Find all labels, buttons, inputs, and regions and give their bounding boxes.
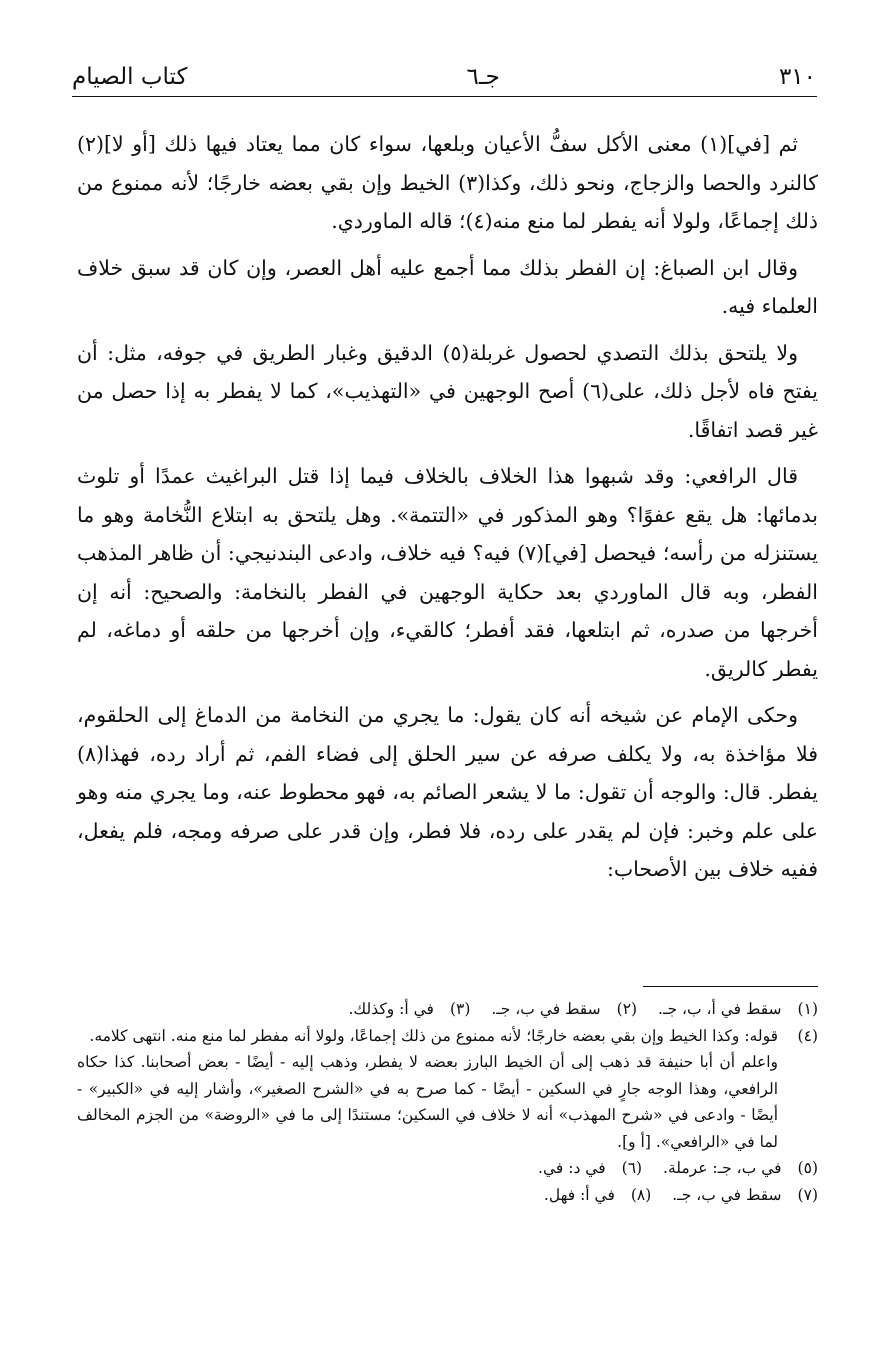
paragraph: ولا يلتحق بذلك التصدي لحصول غربلة(٥) الدقيق وغبار الطريق في جوفه، مثل: أن يفتح فاه لأجل ذلك، على(٦) أصح الوجهين في «التهذيب»، كما لا يفطر به إذا حصل من غير قصد اتفاقًا. <box>77 340 818 442</box>
footnote-number: (٨) <box>630 1185 652 1204</box>
book-title: كتاب الصيام <box>72 64 188 90</box>
running-header <box>72 56 816 92</box>
main-text <box>77 125 818 897</box>
footnote-text: في أ: وكذلك. <box>348 1000 434 1018</box>
footnote-number: (١) <box>797 1000 818 1018</box>
page-number: ٣١٠ <box>778 64 816 90</box>
header-divider <box>72 96 817 97</box>
volume-label: جـ٦ <box>466 64 500 90</box>
footnote-line <box>77 996 818 1023</box>
footnote-number: (٣) <box>449 1000 471 1018</box>
footnote-number: (٦) <box>621 1159 643 1177</box>
footnote-text: قوله: وكذا الخيط وإن بقي بعضه خارجًا؛ لأنه ممنوع من ذلك إجماعًا، ولولا أنه مفطر لما منع منه. انتهى كلامه. <box>89 1026 778 1045</box>
paragraph: وقال ابن الصباغ: إن الفطر بذلك مما أجمع عليه أهل العصر، وإن كان قد سبق خلاف العلماء فيه. <box>77 255 818 318</box>
footnote-text: سقط في أ، ب، جـ. <box>658 1000 782 1018</box>
footnote-divider <box>643 986 818 987</box>
paragraph: قال الرافعي: وقد شبهوا هذا الخلاف بالخلاف فيما إذا قتل البراغيث عمدًا أو تلوث بدمائها: هل يقع عفوًا؟ وهو المذكور في «التتمة». وهل يلتحق به ابتلاع النُّخامة وهو ما يستنزله من رأسه؛ فيحصل [في](٧) فيه؟ فيه خلاف، وادعى البندنيجي: أن ظاهر المذهب الفطر، وبه قال الماوردي بعد حكاية الوجهين في الفطر بالنخامة: والصحيح: أنه إن أخرجها من صدره، ثم ابتلعها، فقد أفطر؛ كالقيء، وإن أخرجها من حلقه أو دماغه، لم يفطر كالريق. <box>77 464 818 681</box>
footnote-number: (٥) <box>797 1159 818 1177</box>
footnote-text: سقط في ب، جـ. <box>672 1185 782 1204</box>
footnote-number: (٧) <box>797 1185 818 1204</box>
footnote-text: في ب، جـ: عرملة. <box>663 1159 782 1177</box>
footnote-line <box>77 1155 818 1182</box>
paragraph: ثم [في](١) معنى الأكل سفُّ الأعيان وبلعها، سواء كان مما يعتاد فيها ذلك [أو لا](٢) كالنرد والحصا والزجاج، ونحو ذلك، وكذا(٣) الخيط وإن بقي بعضه خارجًا؛ لأنه ممنوع من ذلك إجماعًا، ولولا أنه يفطر لما منع منه(٤)؛ قاله الماوردي. <box>77 132 818 233</box>
footnote-line <box>77 1182 818 1209</box>
footnote-4 <box>77 1023 818 1050</box>
footnote-text: في أ: فهل. <box>543 1185 615 1204</box>
footnote-number: (٢) <box>616 1000 638 1018</box>
footnotes <box>77 996 818 1208</box>
paragraph: وحكى الإمام عن شيخه أنه كان يقول: ما يجري من النخامة من الدماغ إلى الحلقوم، فلا مؤاخذة به، ولا يكلف صرفه عن سير الحلق إلى فضاء الفم، ثم أراد رده، فهذا(٨) يفطر. قال: والوجه أن تقول: ما لا يشعر الصائم به، فهو محطوط عنه، وما يجري منه وهو على علم وخبر: فإن لم يقدر على رده، فلا فطر، وإن قدر على صرفه ومجه، فلم يفعل، ففيه خلاف بين الأصحاب: <box>77 703 818 881</box>
footnote-4-continuation: واعلم أن أبا حنيفة قد ذهب إلى أن الخيط البارز بعضه لا يفطر، وذهب إليه - أيضًا - بعض أصحابنا. كذا حكاه الرافعي، وهذا الوجه جارٍ في السكين - أيضًا - كما صرح به في «الشرح الصغير»، وأشار إليه في «الكبير» - أيضًا - وادعى في «شرح المهذب» أنه لا خلاف في السكين؛ مستندًا إلى ما في «الروضة» من الجزم المخالف لما في «الرافعي». [أ و]. <box>77 1053 778 1151</box>
footnote-number: (٤) <box>797 1026 818 1045</box>
footnote-text: سقط في ب، جـ. <box>491 1000 601 1018</box>
footnote-text: في د: في. <box>538 1159 606 1177</box>
